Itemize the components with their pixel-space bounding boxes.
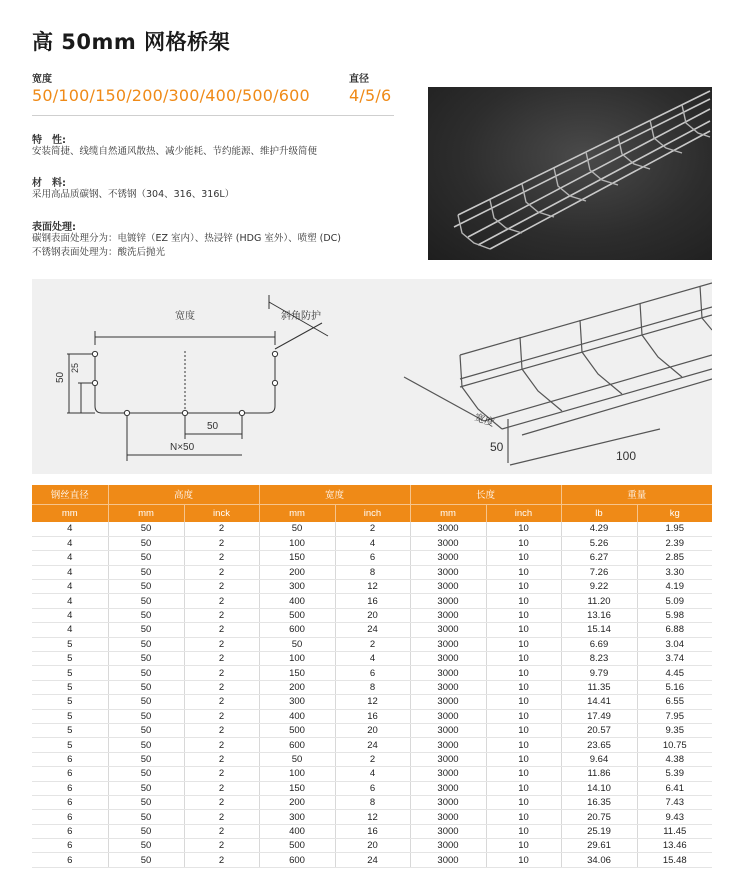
table-cell: 10 [486, 608, 561, 622]
table-cell: 500 [259, 839, 335, 853]
table-cell: 3000 [410, 709, 486, 723]
divider [32, 115, 394, 116]
table-cell: 6 [32, 781, 108, 795]
table-row [32, 522, 712, 536]
table-cell: 8 [335, 795, 410, 809]
features-text: 安装简捷、线缆自然通风散热、减少能耗、节约能源、维护升级简便 [32, 146, 318, 157]
table-cell: 11.20 [561, 594, 637, 608]
table-cell: 2 [184, 536, 259, 550]
table-cell: 50 [108, 608, 184, 622]
spec-table [32, 485, 712, 868]
table-cell: 7.95 [637, 709, 712, 723]
table-cell: 6 [32, 839, 108, 853]
table-cell: 10 [486, 652, 561, 666]
table-cell: 2 [184, 637, 259, 651]
table-cell: 4 [32, 608, 108, 622]
table-cell: 6.88 [637, 623, 712, 637]
table-cell: 15.48 [637, 853, 712, 867]
table-cell: 1.95 [637, 522, 712, 536]
table-cell: 10 [486, 666, 561, 680]
table-row [32, 795, 712, 809]
table-row [32, 666, 712, 680]
table-cell: 4 [32, 522, 108, 536]
table-cell: 9.35 [637, 723, 712, 737]
table-cell: 16 [335, 594, 410, 608]
table-cell: 10 [486, 623, 561, 637]
diameter-value: 4/5/6 [349, 86, 392, 105]
table-cell: 2 [184, 709, 259, 723]
product-photo [428, 87, 712, 260]
table-cell: 50 [108, 723, 184, 737]
table-cell: 2 [184, 853, 259, 867]
table-row [32, 695, 712, 709]
table-cell: 2.39 [637, 536, 712, 550]
table-cell: 10 [486, 853, 561, 867]
unit-header: kg [637, 504, 712, 522]
table-cell: 10 [486, 738, 561, 752]
table-cell: 3000 [410, 565, 486, 579]
table-cell: 2 [184, 623, 259, 637]
iso-height-value: 50 [490, 440, 504, 454]
table-cell: 5.09 [637, 594, 712, 608]
table-cell: 50 [108, 680, 184, 694]
table-cell: 50 [108, 781, 184, 795]
table-cell: 2 [184, 723, 259, 737]
table-cell: 3000 [410, 623, 486, 637]
table-cell: 3000 [410, 522, 486, 536]
table-cell: 4 [335, 536, 410, 550]
table-cell: 2 [335, 522, 410, 536]
table-cell: 50 [108, 637, 184, 651]
table-cell: 300 [259, 695, 335, 709]
table-cell: 4 [335, 767, 410, 781]
table-cell: 50 [108, 695, 184, 709]
table-cell: 4 [32, 551, 108, 565]
table-cell: 300 [259, 580, 335, 594]
table-cell: 50 [108, 810, 184, 824]
table-cell: 10 [486, 536, 561, 550]
table-cell: 3000 [410, 795, 486, 809]
table-cell: 12 [335, 695, 410, 709]
table-cell: 2 [184, 752, 259, 766]
table-cell: 6 [32, 810, 108, 824]
unit-header: lb [561, 504, 637, 522]
table-cell: 6.27 [561, 551, 637, 565]
table-cell: 10 [486, 709, 561, 723]
diameter-label: 直径 [349, 74, 369, 85]
table-row [32, 608, 712, 622]
surface-text-stainless: 不锈钢表面处理为：酸洗后抛光 [32, 247, 166, 258]
unit-header-row [32, 504, 712, 522]
unit-header: mm [259, 504, 335, 522]
bevel-protection-label: 斜角防护 [281, 311, 321, 322]
table-cell: 2 [184, 580, 259, 594]
table-cell: 3000 [410, 580, 486, 594]
surface-title: 表面处理: [32, 222, 76, 233]
table-cell: 10 [486, 824, 561, 838]
table-cell: 2 [184, 680, 259, 694]
table-cell: 3.30 [637, 565, 712, 579]
unit-header: mm [410, 504, 486, 522]
table-cell: 50 [108, 853, 184, 867]
header-height: 高度 [108, 485, 259, 504]
table-cell: 3000 [410, 536, 486, 550]
table-cell: 2 [184, 738, 259, 752]
table-cell: 2 [184, 781, 259, 795]
table-cell: 24 [335, 623, 410, 637]
table-cell: 5.98 [637, 608, 712, 622]
table-cell: 150 [259, 666, 335, 680]
table-cell: 2 [335, 752, 410, 766]
table-cell: 12 [335, 580, 410, 594]
table-cell: 200 [259, 795, 335, 809]
table-cell: 5 [32, 637, 108, 651]
table-cell: 14.41 [561, 695, 637, 709]
dimension-drawing [32, 279, 712, 474]
table-cell: 24 [335, 853, 410, 867]
table-cell: 2.85 [637, 551, 712, 565]
table-cell: 11.35 [561, 680, 637, 694]
table-cell: 3000 [410, 853, 486, 867]
table-row [32, 824, 712, 838]
header-width: 宽度 [259, 485, 410, 504]
table-cell: 400 [259, 709, 335, 723]
table-cell: 50 [108, 752, 184, 766]
table-cell: 16 [335, 824, 410, 838]
table-cell: 2 [184, 594, 259, 608]
table-cell: 7.43 [637, 795, 712, 809]
table-cell: 50 [108, 522, 184, 536]
surface-text-carbon: 碳钢表面处理分为：电镀锌（EZ 室内）、热浸锌 (HDG 室外）、喷塑 (DC) [32, 233, 341, 244]
table-cell: 5 [32, 666, 108, 680]
iso-width-label: 宽度 [473, 412, 496, 430]
table-cell: 20 [335, 723, 410, 737]
table-cell: 3000 [410, 637, 486, 651]
table-cell: 4 [335, 652, 410, 666]
table-cell: 3000 [410, 767, 486, 781]
table-cell: 2 [184, 695, 259, 709]
table-cell: 4.29 [561, 522, 637, 536]
table-cell: 6.41 [637, 781, 712, 795]
table-cell: 50 [108, 594, 184, 608]
table-cell: 25.19 [561, 824, 637, 838]
table-cell: 2 [184, 608, 259, 622]
page-title: 高 50mm 网格桥架 [32, 30, 231, 54]
table-cell: 2 [335, 637, 410, 651]
table-cell: 2 [184, 795, 259, 809]
table-cell: 3.04 [637, 637, 712, 651]
table-cell: 15.14 [561, 623, 637, 637]
table-row [32, 752, 712, 766]
table-cell: 14.10 [561, 781, 637, 795]
table-cell: 10 [486, 767, 561, 781]
table-cell: 5.16 [637, 680, 712, 694]
table-cell: 9.22 [561, 580, 637, 594]
table-cell: 29.61 [561, 839, 637, 853]
table-row [32, 709, 712, 723]
table-cell: 10 [486, 551, 561, 565]
table-cell: 13.16 [561, 608, 637, 622]
table-cell: 6 [32, 853, 108, 867]
table-cell: 3000 [410, 608, 486, 622]
table-cell: 3000 [410, 752, 486, 766]
table-cell: 20.57 [561, 723, 637, 737]
table-cell: 10 [486, 795, 561, 809]
table-cell: 10 [486, 565, 561, 579]
table-cell: 16.35 [561, 795, 637, 809]
table-row [32, 680, 712, 694]
table-cell: 400 [259, 824, 335, 838]
table-cell: 5 [32, 709, 108, 723]
table-cell: 10 [486, 752, 561, 766]
table-row [32, 594, 712, 608]
table-row [32, 565, 712, 579]
table-cell: 10 [486, 810, 561, 824]
table-cell: 50 [108, 709, 184, 723]
table-cell: 10 [486, 522, 561, 536]
table-cell: 9.79 [561, 666, 637, 680]
table-cell: 6 [335, 781, 410, 795]
table-cell: 10 [486, 695, 561, 709]
table-cell: 20 [335, 608, 410, 622]
table-row [32, 580, 712, 594]
table-body [32, 522, 712, 867]
technical-drawing-panel [32, 279, 712, 474]
table-row [32, 839, 712, 853]
table-cell: 6.55 [637, 695, 712, 709]
width-label: 宽度 [32, 74, 52, 85]
table-row [32, 637, 712, 651]
table-cell: 10 [486, 839, 561, 853]
table-cell: 10 [486, 594, 561, 608]
table-cell: 50 [108, 565, 184, 579]
table-cell: 6 [32, 767, 108, 781]
table-row [32, 551, 712, 565]
table-cell: 10 [486, 680, 561, 694]
width-value: 50/100/150/200/300/400/500/600 [32, 86, 310, 105]
material-title: 材 料: [32, 178, 66, 189]
header-length: 长度 [410, 485, 561, 504]
table-cell: 3000 [410, 723, 486, 737]
table-cell: 3000 [410, 781, 486, 795]
table-cell: 500 [259, 608, 335, 622]
table-cell: 4 [32, 565, 108, 579]
table-cell: 50 [108, 738, 184, 752]
table-cell: 600 [259, 853, 335, 867]
table-cell: 10 [486, 781, 561, 795]
table-cell: 150 [259, 551, 335, 565]
table-cell: 24 [335, 738, 410, 752]
table-cell: 2 [184, 565, 259, 579]
table-cell: 8.23 [561, 652, 637, 666]
unit-header: inch [486, 504, 561, 522]
table-cell: 9.64 [561, 752, 637, 766]
table-cell: 20.75 [561, 810, 637, 824]
table-cell: 2 [184, 522, 259, 536]
table-cell: 5.26 [561, 536, 637, 550]
table-cell: 3000 [410, 594, 486, 608]
unit-header: mm [108, 504, 184, 522]
table-cell: 16 [335, 709, 410, 723]
table-cell: 500 [259, 723, 335, 737]
table-cell: 50 [108, 652, 184, 666]
table-cell: 5 [32, 738, 108, 752]
table-cell: 5 [32, 652, 108, 666]
section-width-label: 宽度 [175, 311, 195, 322]
iso-length-value: 100 [616, 449, 637, 463]
table-cell: 6.69 [561, 637, 637, 651]
pitch-formula: N×50 [170, 442, 195, 453]
table-cell: 34.06 [561, 853, 637, 867]
table-cell: 4 [32, 623, 108, 637]
table-cell: 10 [486, 637, 561, 651]
table-cell: 10.75 [637, 738, 712, 752]
table-cell: 2 [184, 824, 259, 838]
table-cell: 50 [108, 580, 184, 594]
table-cell: 6 [335, 551, 410, 565]
table-cell: 10 [486, 723, 561, 737]
table-cell: 200 [259, 565, 335, 579]
table-cell: 50 [108, 536, 184, 550]
table-cell: 3000 [410, 680, 486, 694]
table-row [32, 738, 712, 752]
table-cell: 400 [259, 594, 335, 608]
table-cell: 600 [259, 738, 335, 752]
table-cell: 10 [486, 580, 561, 594]
table-cell: 5 [32, 680, 108, 694]
table-cell: 50 [108, 666, 184, 680]
table-cell: 150 [259, 781, 335, 795]
table-cell: 50 [259, 752, 335, 766]
table-cell: 300 [259, 810, 335, 824]
table-cell: 4.19 [637, 580, 712, 594]
table-cell: 100 [259, 536, 335, 550]
wire-pitch-value: 50 [207, 421, 219, 432]
table-cell: 4 [32, 594, 108, 608]
table-cell: 100 [259, 767, 335, 781]
table-cell: 17.49 [561, 709, 637, 723]
table-cell: 2 [184, 810, 259, 824]
table-cell: 20 [335, 839, 410, 853]
table-cell: 3000 [410, 666, 486, 680]
table-cell: 23.65 [561, 738, 637, 752]
table-cell: 5 [32, 723, 108, 737]
table-cell: 2 [184, 839, 259, 853]
table-cell: 50 [108, 551, 184, 565]
table-cell: 11.45 [637, 824, 712, 838]
table-cell: 6 [335, 666, 410, 680]
table-cell: 4 [32, 536, 108, 550]
features-title: 特 性: [32, 135, 66, 146]
table-cell: 3000 [410, 652, 486, 666]
table-cell: 2 [184, 652, 259, 666]
table-cell: 11.86 [561, 767, 637, 781]
table-cell: 6 [32, 824, 108, 838]
material-text: 采用高品质碳钢、不锈钢（304、316、316L） [32, 189, 235, 200]
header-wire-diameter: 钢丝直径 [32, 485, 108, 504]
table-cell: 3000 [410, 695, 486, 709]
table-cell: 2 [184, 767, 259, 781]
table-cell: 4 [32, 580, 108, 594]
table-row [32, 723, 712, 737]
table-cell: 8 [335, 565, 410, 579]
table-cell: 4.45 [637, 666, 712, 680]
table-cell: 8 [335, 680, 410, 694]
table-row [32, 652, 712, 666]
unit-header: inck [184, 504, 259, 522]
unit-header: mm [32, 504, 108, 522]
table-cell: 100 [259, 652, 335, 666]
table-cell: 6 [32, 795, 108, 809]
table-cell: 50 [108, 795, 184, 809]
table-cell: 200 [259, 680, 335, 694]
table-row [32, 623, 712, 637]
table-cell: 5 [32, 695, 108, 709]
table-cell: 7.26 [561, 565, 637, 579]
section-inner-value: 25 [70, 362, 80, 373]
table-cell: 600 [259, 623, 335, 637]
table-cell: 12 [335, 810, 410, 824]
table-cell: 13.46 [637, 839, 712, 853]
header-weight: 重量 [561, 485, 712, 504]
table-cell: 3000 [410, 839, 486, 853]
group-header-row [32, 485, 712, 504]
table-row [32, 767, 712, 781]
table-cell: 3000 [410, 738, 486, 752]
table-row [32, 853, 712, 867]
table-cell: 50 [108, 767, 184, 781]
table-row [32, 536, 712, 550]
table-cell: 3000 [410, 551, 486, 565]
table-cell: 5.39 [637, 767, 712, 781]
table-cell: 3000 [410, 824, 486, 838]
table-cell: 9.43 [637, 810, 712, 824]
table-cell: 50 [108, 839, 184, 853]
table-row [32, 810, 712, 824]
table-cell: 2 [184, 551, 259, 565]
table-cell: 3.74 [637, 652, 712, 666]
table-cell: 50 [108, 623, 184, 637]
table-row [32, 781, 712, 795]
table-cell: 50 [259, 522, 335, 536]
table-cell: 50 [108, 824, 184, 838]
table-cell: 50 [259, 637, 335, 651]
section-height-value: 50 [55, 371, 66, 383]
unit-header: inch [335, 504, 410, 522]
table-cell: 2 [184, 666, 259, 680]
table-cell: 4.38 [637, 752, 712, 766]
table-cell: 3000 [410, 810, 486, 824]
wire-tray-image [428, 87, 712, 260]
table-cell: 6 [32, 752, 108, 766]
